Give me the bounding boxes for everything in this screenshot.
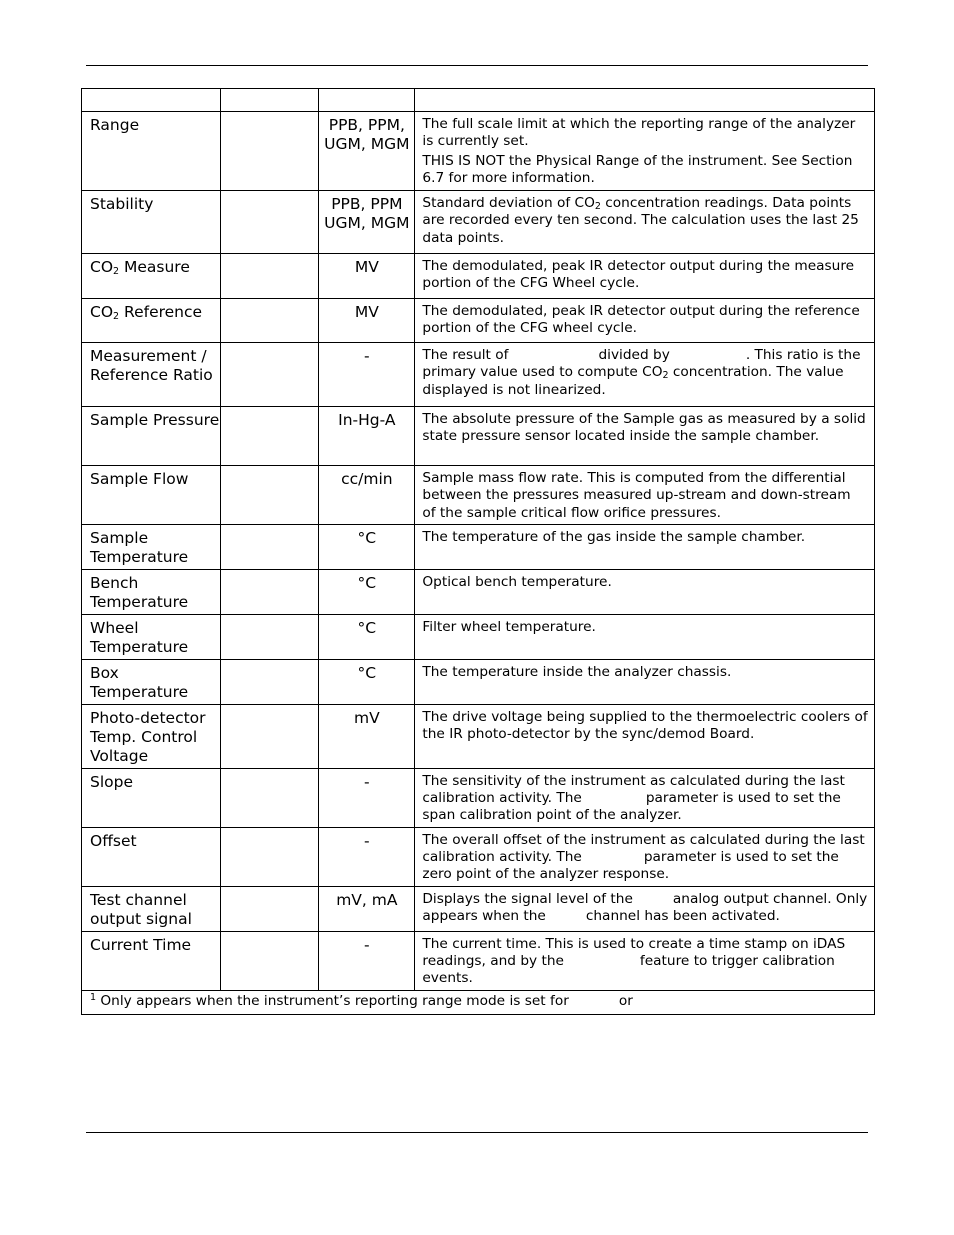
param-units: - <box>319 931 415 990</box>
param-description <box>415 931 875 990</box>
param-description <box>415 827 875 886</box>
param-units: mV, mA <box>319 886 415 931</box>
param-description <box>415 191 875 254</box>
description-text: concentration. The value displayed is not linearized. <box>422 364 844 398</box>
subscript: 2 <box>594 201 601 212</box>
param-units: °C <box>319 524 415 569</box>
param-name: Range <box>82 112 221 191</box>
table-header-row <box>82 89 875 112</box>
empty-cell <box>221 466 319 525</box>
param-name: Stability <box>82 191 221 254</box>
empty-cell <box>221 704 319 768</box>
header-cell <box>319 89 415 112</box>
footnote-text: or <box>618 992 633 1009</box>
empty-cell <box>221 524 319 569</box>
description-text: feature to trigger calibration events. <box>422 952 835 987</box>
table-row <box>82 466 875 525</box>
empty-cell <box>221 112 319 191</box>
table-row <box>82 614 875 659</box>
table-row <box>82 659 875 704</box>
param-description: The absolute pressure of the Sample gas as measured by a solid state pressure sensor located inside the sample chamber. <box>415 407 875 466</box>
param-name: Measurement / Reference Ratio <box>82 343 221 407</box>
empty-cell <box>221 886 319 931</box>
param-units: mV <box>319 704 415 768</box>
header-rule <box>86 65 868 66</box>
table-row <box>82 886 875 931</box>
empty-cell <box>221 407 319 466</box>
description-text: analog output channel. Only appears when the <box>422 890 868 924</box>
param-units: - <box>319 768 415 827</box>
table-row <box>82 254 875 299</box>
param-description: Optical bench temperature. <box>415 569 875 614</box>
param-name: Wheel Temperature <box>82 614 221 659</box>
param-name: Sample Pressure <box>82 407 221 466</box>
name-text: CO <box>90 258 114 276</box>
param-name: Box Temperature <box>82 659 221 704</box>
description-text: THIS IS NOT the Physical Range of the instrument. See Section 6.7 for more information. <box>422 152 853 186</box>
description-text: The overall offset of the instrument as calculated during the last calibration activity. The <box>422 831 865 866</box>
description-text: . This ratio is the primary value used to compute CO <box>422 347 861 381</box>
param-description <box>415 343 875 407</box>
empty-cell <box>221 827 319 886</box>
description-text: Standard deviation of CO <box>422 195 595 211</box>
description-text: The full scale limit at which the reporting range of the analyzer is currently set. <box>422 116 856 150</box>
param-description: The demodulated, peak IR detector output during the measure portion of the CFG Wheel cycle. <box>415 254 875 299</box>
footnote-row <box>82 990 875 1014</box>
empty-cell <box>221 299 319 343</box>
description-text: divided by <box>598 347 670 363</box>
param-units: MV <box>319 299 415 343</box>
param-description: The temperature inside the analyzer chassis. <box>415 659 875 704</box>
description-text: Displays the signal level of the <box>422 890 633 907</box>
param-description: The demodulated, peak IR detector output during the reference portion of the CFG wheel cycle. <box>415 299 875 343</box>
table-row <box>82 827 875 886</box>
table-row <box>82 112 875 191</box>
param-description: Filter wheel temperature. <box>415 614 875 659</box>
description-text: concentration readings. Data points are recorded every ten second. The calculation uses the last 25 data points. <box>422 195 859 246</box>
table-row <box>82 407 875 466</box>
name-text: CO <box>90 303 114 321</box>
header-cell <box>82 89 221 112</box>
name-text: Measure <box>119 258 190 276</box>
header-cell <box>415 89 875 112</box>
param-name <box>82 299 221 343</box>
param-units: In-Hg-A <box>319 407 415 466</box>
empty-cell <box>221 191 319 254</box>
description-text: The current time. This is used to create a time stamp on iDAS readings, and by the <box>422 935 846 969</box>
param-description <box>415 886 875 931</box>
description-text: parameter is used to set the span calibration point of the analyzer. <box>422 790 841 824</box>
param-units: - <box>319 827 415 886</box>
param-units: PPB, PPM, UGM, MGM <box>319 112 415 191</box>
param-units: - <box>319 343 415 407</box>
param-name: Sample Flow <box>82 466 221 525</box>
param-name: Offset <box>82 827 221 886</box>
param-units: cc/min <box>319 466 415 525</box>
param-name: Current Time <box>82 931 221 990</box>
empty-cell <box>221 768 319 827</box>
table-row <box>82 524 875 569</box>
param-description <box>415 112 875 191</box>
param-name: Photo-detector Temp. Control Voltage <box>82 704 221 768</box>
subscript: 2 <box>113 311 120 322</box>
param-name: Sample Temperature <box>82 524 221 569</box>
description-text: The sensitivity of the instrument as calculated during the last calibration activity. The <box>422 772 845 807</box>
description-text: The result of <box>422 347 509 363</box>
param-description <box>415 768 875 827</box>
footer-rule <box>86 1132 868 1133</box>
table-row <box>82 704 875 768</box>
param-description: Sample mass flow rate. This is computed from the differential between the pressures measured up-stream and down-stream of the sample critical flow orifice pressures. <box>415 466 875 525</box>
table-row <box>82 191 875 254</box>
param-units: PPB, PPM UGM, MGM <box>319 191 415 254</box>
name-text: Reference <box>119 303 203 321</box>
param-units: °C <box>319 659 415 704</box>
empty-cell <box>221 254 319 299</box>
param-description: The drive voltage being supplied to the thermoelectric coolers of the IR photo-detector by the sync/demod Board. <box>415 704 875 768</box>
param-name: Bench Temperature <box>82 569 221 614</box>
table-row <box>82 931 875 990</box>
table-row <box>82 569 875 614</box>
param-units: °C <box>319 614 415 659</box>
empty-cell <box>221 343 319 407</box>
footnote <box>82 990 875 1014</box>
description-text: parameter is used to set the zero point of the analyzer response. <box>422 849 839 883</box>
param-units: MV <box>319 254 415 299</box>
description-text: channel has been activated. <box>585 907 780 924</box>
test-parameters-table <box>81 88 875 1015</box>
empty-cell <box>221 659 319 704</box>
table-row <box>82 768 875 827</box>
param-name: Test channel output signal <box>82 886 221 931</box>
empty-cell <box>221 931 319 990</box>
param-units: °C <box>319 569 415 614</box>
header-cell <box>221 89 319 112</box>
table-row <box>82 343 875 407</box>
empty-cell <box>221 614 319 659</box>
param-description: The temperature of the gas inside the sample chamber. <box>415 524 875 569</box>
table-row <box>82 299 875 343</box>
subscript: 2 <box>113 266 120 277</box>
param-name <box>82 254 221 299</box>
subscript: 2 <box>662 370 669 382</box>
footnote-text: Only appears when the instrument’s reporting range mode is set for <box>96 992 569 1009</box>
footnote-mark: 1 <box>90 991 97 1003</box>
param-name: Slope <box>82 768 221 827</box>
empty-cell <box>221 569 319 614</box>
